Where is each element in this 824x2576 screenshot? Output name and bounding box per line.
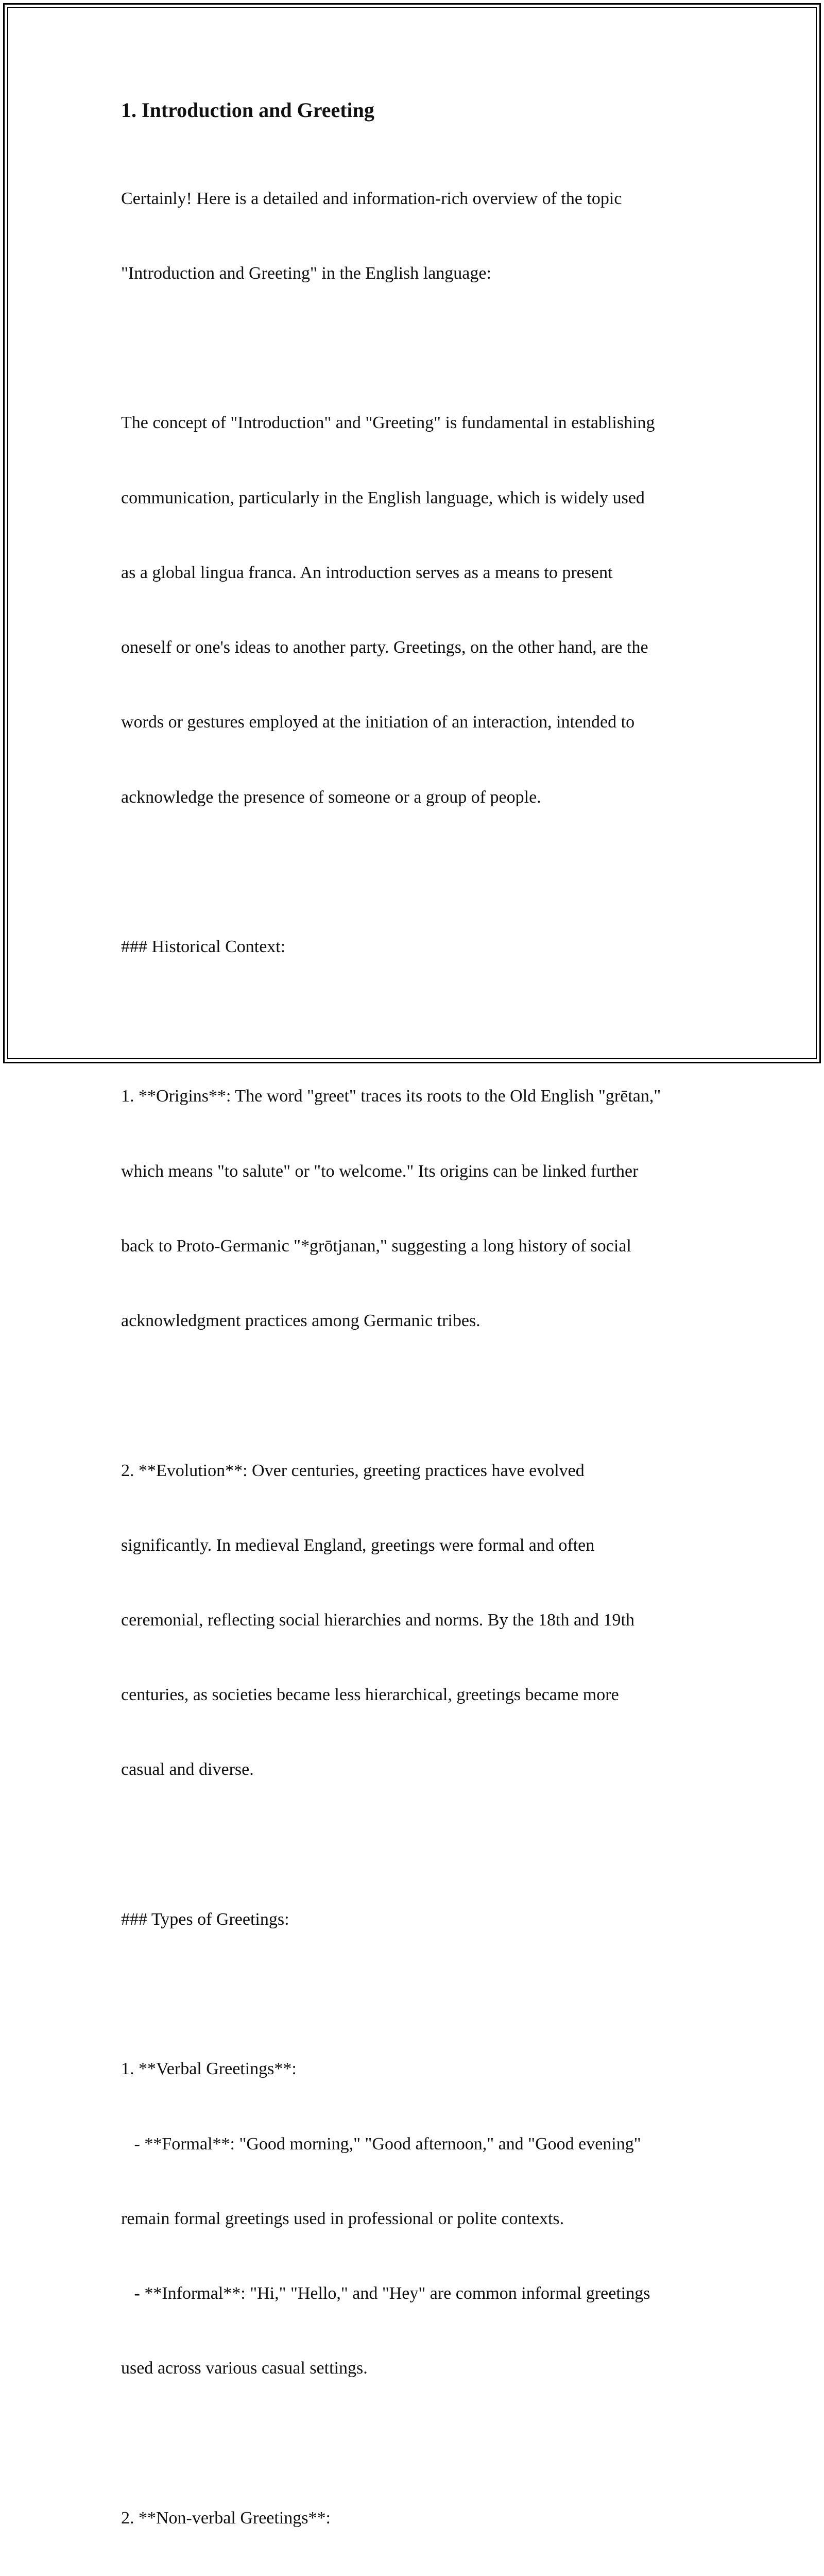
text-line: remain formal greetings used in professional or polite contexts. <box>121 2209 564 2228</box>
text-line: back to Proto-Germanic "*grōtjanan," suggesting a long history of social <box>121 1236 631 1256</box>
text-line: as a global lingua franca. An introduction serves as a means to present <box>121 563 613 582</box>
text-line <box>121 1833 708 1857</box>
text-line: casual and diverse. <box>121 1760 254 1780</box>
text-line: "Introduction and Greeting" in the English language: <box>121 264 491 283</box>
text-line: - **Informal**: "Hi," "Hello," and "Hey" are common informal greetings <box>121 2283 650 2303</box>
text-line <box>121 860 708 885</box>
text-line <box>121 1383 708 1408</box>
text-line: 1. **Origins**: The word "greet" traces its roots to the Old English "grētan," <box>121 1087 661 1106</box>
text-line: - **Formal**: "Good morning," "Good afternoon," and "Good evening" <box>121 2134 641 2154</box>
text-line: 1. **Verbal Greetings**: <box>121 2059 297 2079</box>
text-line: centuries, as societies became less hierarchical, greetings became more <box>121 1685 619 1705</box>
text-line: 2. **Non-verbal Greetings**: <box>121 2508 331 2528</box>
text-line <box>121 1982 708 2007</box>
document-title: 1. Introduction and Greeting <box>121 98 374 122</box>
text-line: words or gestures employed at the initiation of an interaction, intended to <box>121 713 635 732</box>
text-line: which means "to salute" or "to welcome." Its origins can be linked further <box>121 1161 639 1181</box>
text-line <box>121 2431 708 2455</box>
text-line: The concept of "Introduction" and "Greeting" is fundamental in establishing <box>121 413 655 433</box>
document-content <box>121 96 708 2576</box>
text-line: oneself or one's ideas to another party. Greetings, on the other hand, are the <box>121 638 648 657</box>
section-heading: ### Historical Context: <box>121 937 286 956</box>
section-heading: ### Types of Greetings: <box>121 1909 289 1929</box>
text-line: acknowledge the presence of someone or a group of people. <box>121 787 541 807</box>
text-line: ceremonial, reflecting social hierarchies and norms. By the 18th and 19th <box>121 1610 635 1630</box>
text-line: communication, particularly in the English language, which is widely used <box>121 488 645 507</box>
text-line <box>121 336 708 361</box>
text-line: Certainly! Here is a detailed and information-rich overview of the topic <box>121 189 622 208</box>
text-line: used across various casual settings. <box>121 2359 368 2378</box>
text-line: acknowledgment practices among Germanic tribes. <box>121 1311 480 1331</box>
document-body <box>121 137 708 2576</box>
text-line: 2. **Evolution**: Over centuries, greeting practices have evolved <box>121 1461 585 1480</box>
text-line <box>121 1009 708 1034</box>
text-line: significantly. In medieval England, greetings were formal and often <box>121 1535 595 1555</box>
